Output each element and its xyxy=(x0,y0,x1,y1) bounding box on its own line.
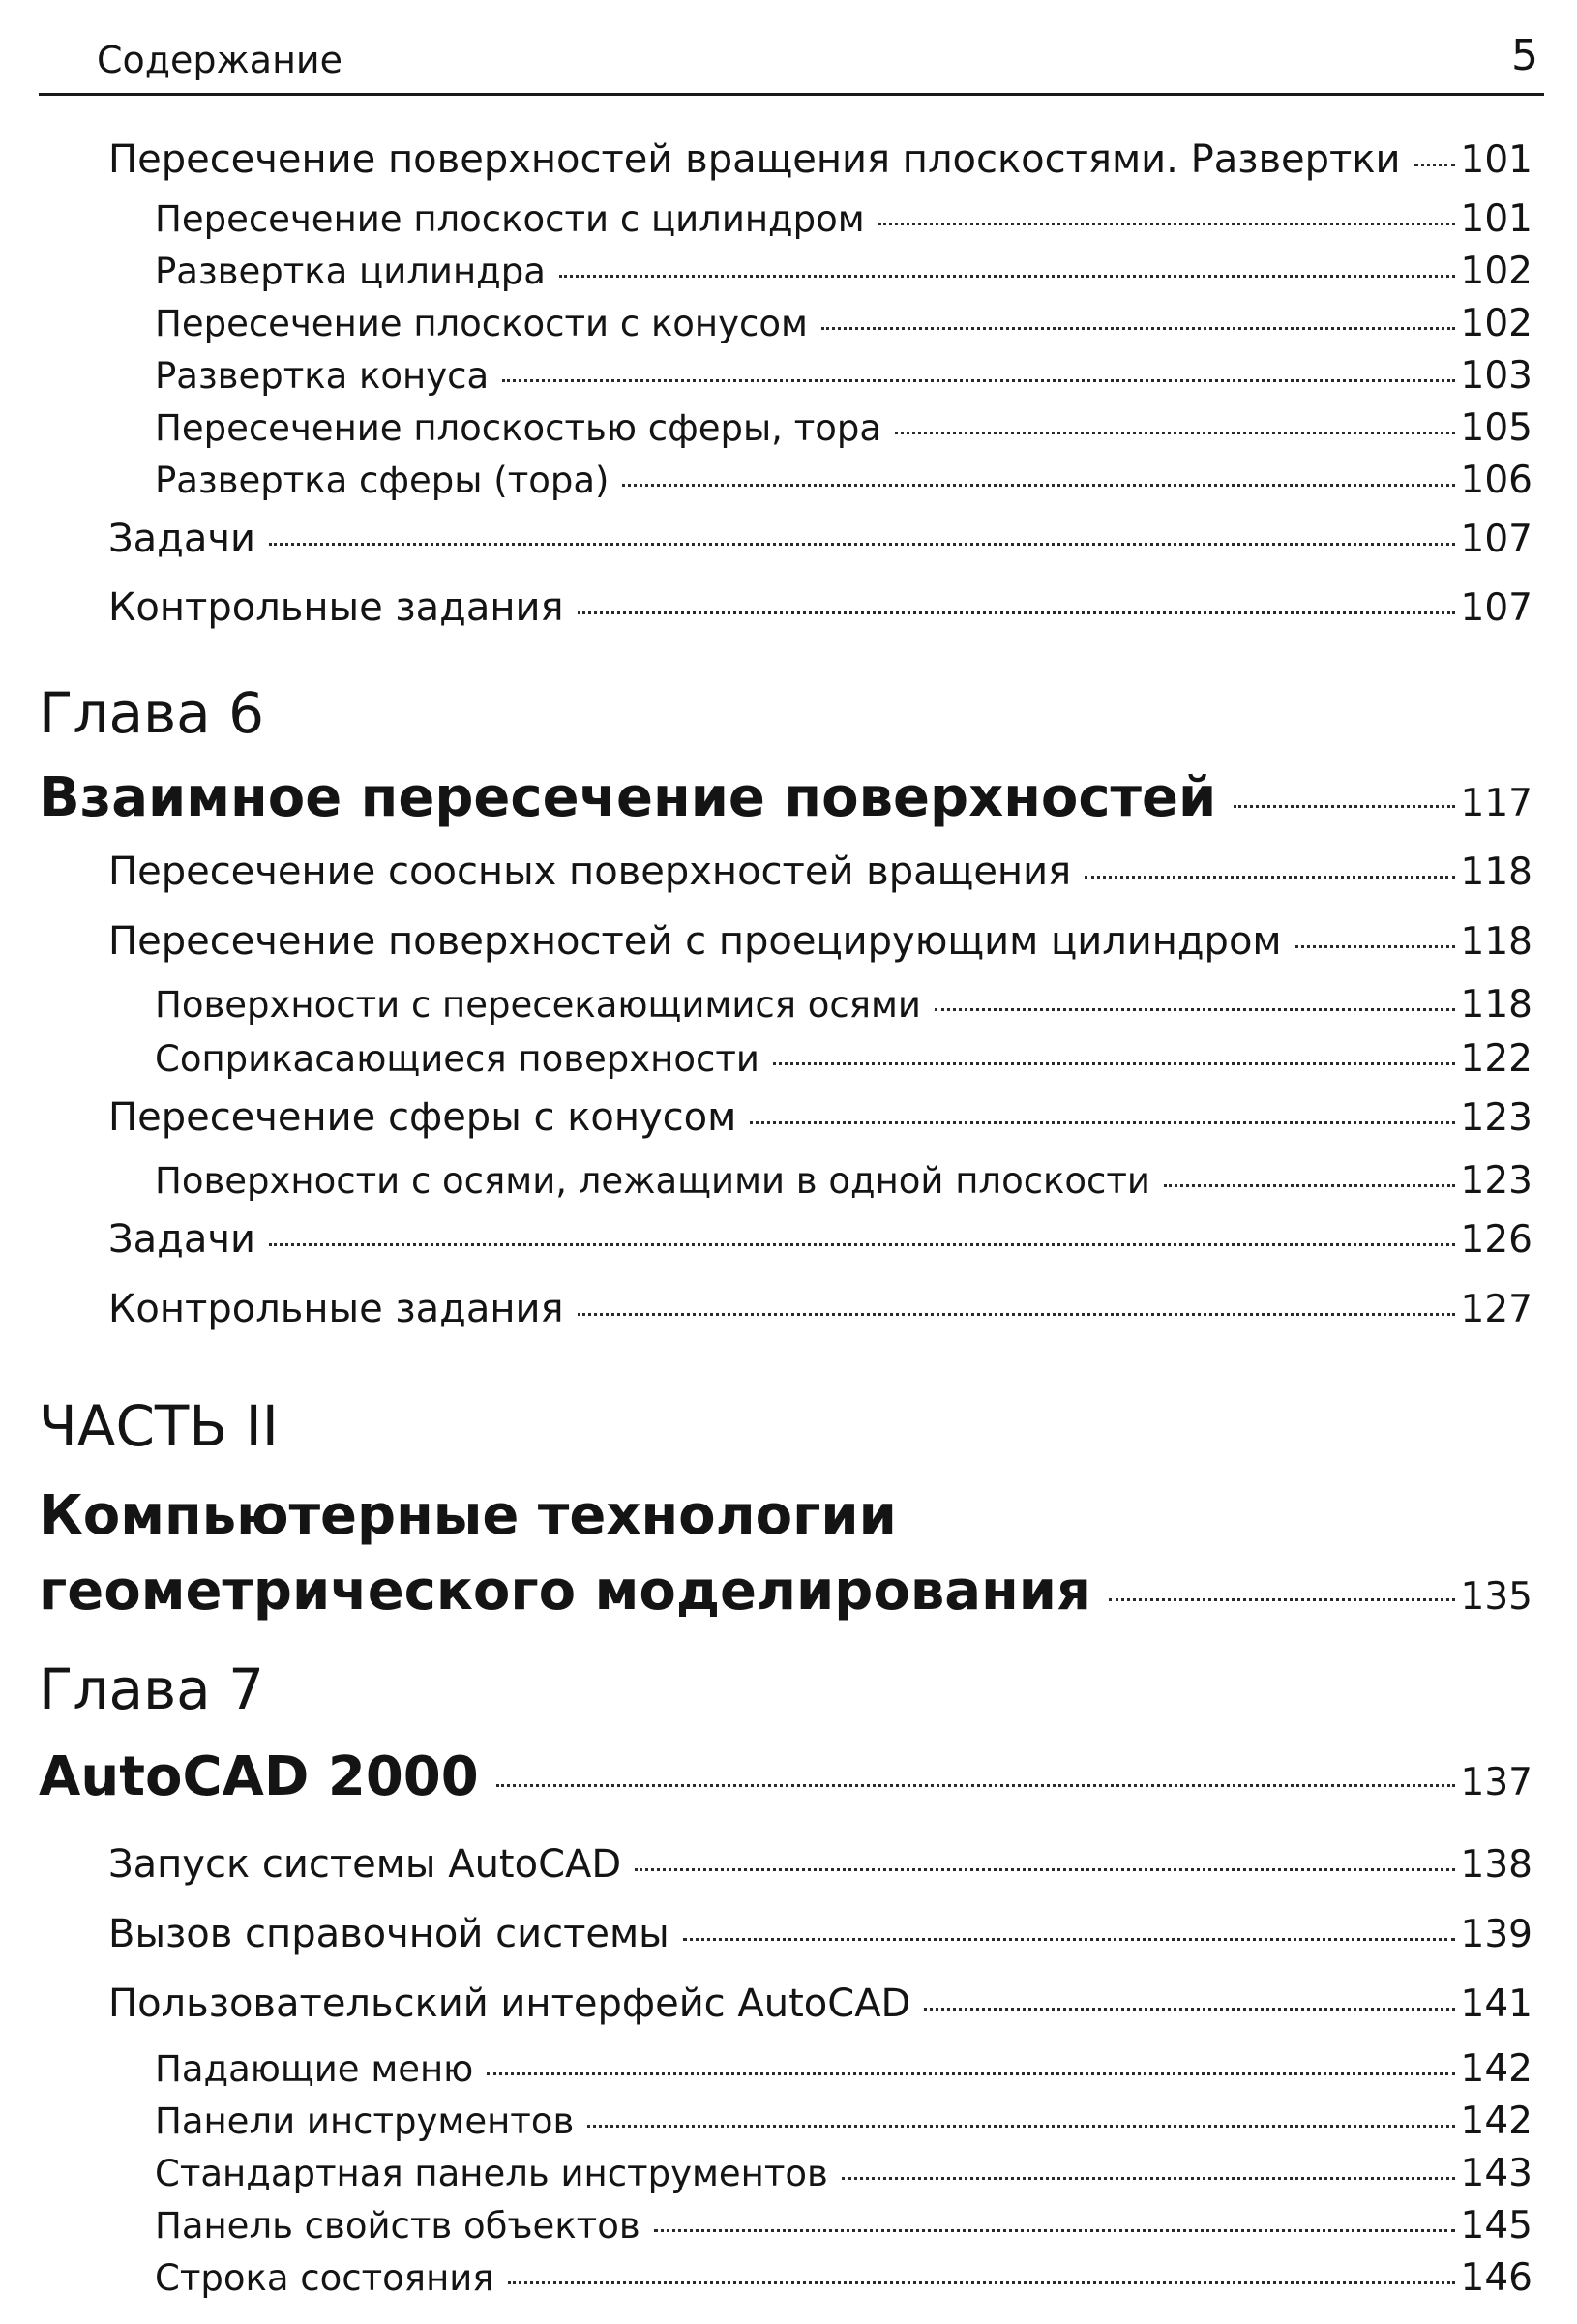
toc-entry-page: 107 xyxy=(1460,518,1532,561)
dot-leader xyxy=(935,1008,1455,1011)
toc-entry-title: Строка состояния xyxy=(155,2257,494,2299)
toc-entry[interactable] xyxy=(0,1095,1532,1140)
toc-entry[interactable] xyxy=(0,2152,1532,2195)
toc-entry-title: Панели инструментов xyxy=(155,2101,575,2142)
toc-entry[interactable] xyxy=(0,354,1532,398)
toc-entry-page: 102 xyxy=(1460,250,1532,293)
toc-entry[interactable] xyxy=(0,585,1532,630)
toc-entry-title: Панель свойств объектов xyxy=(155,2205,640,2247)
part-2-title-line1: Компьютерные технологии xyxy=(39,1484,897,1547)
toc-entry[interactable] xyxy=(0,919,1532,964)
dot-leader xyxy=(578,611,1455,614)
toc-entry[interactable] xyxy=(0,1217,1532,1262)
toc-entry[interactable] xyxy=(0,406,1532,450)
toc-entry-page: 146 xyxy=(1460,2256,1532,2300)
toc-entry-title: Пользовательский интерфейс AutoCAD xyxy=(108,1981,911,2026)
toc-entry-page: 142 xyxy=(1460,2100,1532,2143)
dot-leader xyxy=(502,379,1454,382)
toc-entry-title: Пересечение соосных поверхностей вращения xyxy=(108,849,1072,894)
toc-entry-title: Пересечение плоскости с цилиндром xyxy=(155,198,865,240)
toc-entry[interactable] xyxy=(0,1981,1532,2026)
toc-entry[interactable] xyxy=(0,2204,1532,2248)
dot-leader xyxy=(1085,876,1454,879)
toc-entry[interactable] xyxy=(0,250,1532,293)
dot-leader xyxy=(878,223,1455,225)
toc-entry-title: Пересечение поверхностей с проецирующим цилиндром xyxy=(108,919,1282,964)
toc-entry-title: Развертка конуса xyxy=(155,355,490,397)
toc-entry-page: 127 xyxy=(1460,1288,1532,1331)
toc-entry-page: 101 xyxy=(1460,138,1532,182)
toc-entry[interactable] xyxy=(0,197,1532,241)
dot-leader xyxy=(683,1938,1455,1941)
chapter-6-title: Взаимное пересечение поверхностей xyxy=(39,766,1217,829)
toc-entry[interactable] xyxy=(0,849,1532,894)
dot-leader xyxy=(924,2008,1454,2011)
dot-leader xyxy=(773,1062,1455,1065)
toc-entry-title: Падающие меню xyxy=(155,2048,474,2090)
part-2-label: ЧАСТЬ II xyxy=(39,1393,279,1459)
page-header xyxy=(39,27,1544,96)
toc-entry-title: Пересечение плоскости с конусом xyxy=(155,303,808,344)
dot-leader xyxy=(559,275,1455,278)
dot-leader xyxy=(1234,805,1454,808)
toc-entry-page: 141 xyxy=(1460,1982,1532,2026)
toc-entry[interactable] xyxy=(0,517,1532,561)
chapter-7-title: AutoCAD 2000 xyxy=(39,1745,479,1808)
toc-entry[interactable] xyxy=(0,1037,1532,1081)
dot-leader xyxy=(842,2177,1455,2180)
chapter-6-label: Глава 6 xyxy=(39,680,265,746)
toc-entry-page: 123 xyxy=(1460,1096,1532,1140)
toc-entry-title: Пересечение поверхностей вращения плоскостями. Развертки xyxy=(108,137,1401,182)
toc-entry-title: Задачи xyxy=(108,1217,255,1262)
dot-leader xyxy=(622,484,1454,487)
chapter-7-page: 137 xyxy=(1460,1761,1532,1804)
part-2-title-entry[interactable] xyxy=(39,1478,1532,1635)
dot-leader xyxy=(487,2072,1454,2075)
toc-entry-page: 142 xyxy=(1460,2047,1532,2091)
toc-entry-page: 123 xyxy=(1460,1159,1532,1203)
dot-leader xyxy=(1109,1598,1455,1601)
part-2-title-line2: геометрического моделирования xyxy=(39,1560,1091,1623)
toc-entry[interactable] xyxy=(0,459,1532,502)
dot-leader xyxy=(821,327,1455,330)
toc-entry-title: Пересечение плоскостью сферы, тора xyxy=(155,407,882,449)
dot-leader xyxy=(750,1121,1454,1124)
toc-entry-title: Пересечение сферы с конусом xyxy=(108,1095,737,1140)
toc-entry-title: Стандартная панель инструментов xyxy=(155,2153,828,2194)
toc-entry-page: 145 xyxy=(1460,2204,1532,2248)
toc-entry[interactable] xyxy=(0,137,1532,182)
dot-leader xyxy=(508,2281,1455,2284)
toc-entry-page: 105 xyxy=(1460,406,1532,450)
toc-entry-title: Развертка цилиндра xyxy=(155,251,546,292)
toc-entry-title: Поверхности с осями, лежащими в одной плоскости xyxy=(155,1160,1150,1202)
chapter-6-title-entry[interactable] xyxy=(39,766,1532,829)
toc-entry[interactable] xyxy=(0,1842,1532,1887)
chapter-6-page: 117 xyxy=(1460,782,1532,825)
part-2-page: 135 xyxy=(1460,1575,1532,1619)
dot-leader xyxy=(635,1868,1454,1871)
toc-entry-page: 118 xyxy=(1460,920,1532,964)
toc-entry-title: Контрольные задания xyxy=(108,1287,564,1331)
toc-entry-title: Задачи xyxy=(108,517,255,561)
toc-entry-title: Запуск системы AutoCAD xyxy=(108,1842,622,1887)
toc-entry[interactable] xyxy=(0,302,1532,345)
toc-entry-page: 143 xyxy=(1460,2152,1532,2195)
dot-leader xyxy=(496,1784,1455,1787)
toc-entry[interactable] xyxy=(0,1287,1532,1331)
header-page-number: 5 xyxy=(1511,31,1538,80)
toc-entry-page: 107 xyxy=(1460,586,1532,630)
dot-leader xyxy=(269,1243,1455,1246)
dot-leader xyxy=(1295,945,1455,948)
toc-entry-page: 101 xyxy=(1460,197,1532,241)
toc-entry[interactable] xyxy=(0,2256,1532,2300)
toc-entry-title: Соприкасающиеся поверхности xyxy=(155,1038,759,1080)
toc-entry-page: 102 xyxy=(1460,302,1532,345)
toc-entry-page: 138 xyxy=(1460,1843,1532,1887)
toc-entry[interactable] xyxy=(0,1159,1532,1203)
dot-leader xyxy=(587,2125,1454,2128)
toc-entry-page: 106 xyxy=(1460,459,1532,502)
toc-entry-title: Вызов справочной системы xyxy=(108,1912,669,1956)
toc-entry-title: Контрольные задания xyxy=(108,585,564,630)
toc-entry-title: Развертка сферы (тора) xyxy=(155,460,610,501)
toc-entry-page: 139 xyxy=(1460,1913,1532,1956)
dot-leader xyxy=(895,432,1454,434)
toc-entry[interactable] xyxy=(0,1912,1532,1956)
chapter-7-label: Глава 7 xyxy=(39,1656,265,1722)
toc-entry-title: Поверхности с пересекающимися осями xyxy=(155,984,921,1026)
dot-leader xyxy=(654,2229,1455,2232)
dot-leader xyxy=(1414,164,1455,166)
toc-entry[interactable] xyxy=(0,2100,1532,2143)
toc-entry[interactable] xyxy=(0,2047,1532,2091)
dot-leader xyxy=(578,1313,1455,1316)
toc-entry-page: 103 xyxy=(1460,354,1532,398)
dot-leader xyxy=(269,543,1455,546)
header-title: Содержание xyxy=(97,39,342,81)
toc-entry-page: 126 xyxy=(1460,1218,1532,1262)
toc-entry-page: 122 xyxy=(1460,1037,1532,1081)
toc-entry-page: 118 xyxy=(1460,850,1532,894)
toc-entry[interactable] xyxy=(0,983,1532,1027)
toc-entry-page: 118 xyxy=(1460,983,1532,1027)
dot-leader xyxy=(1164,1184,1455,1187)
chapter-7-title-entry[interactable] xyxy=(39,1745,1532,1808)
